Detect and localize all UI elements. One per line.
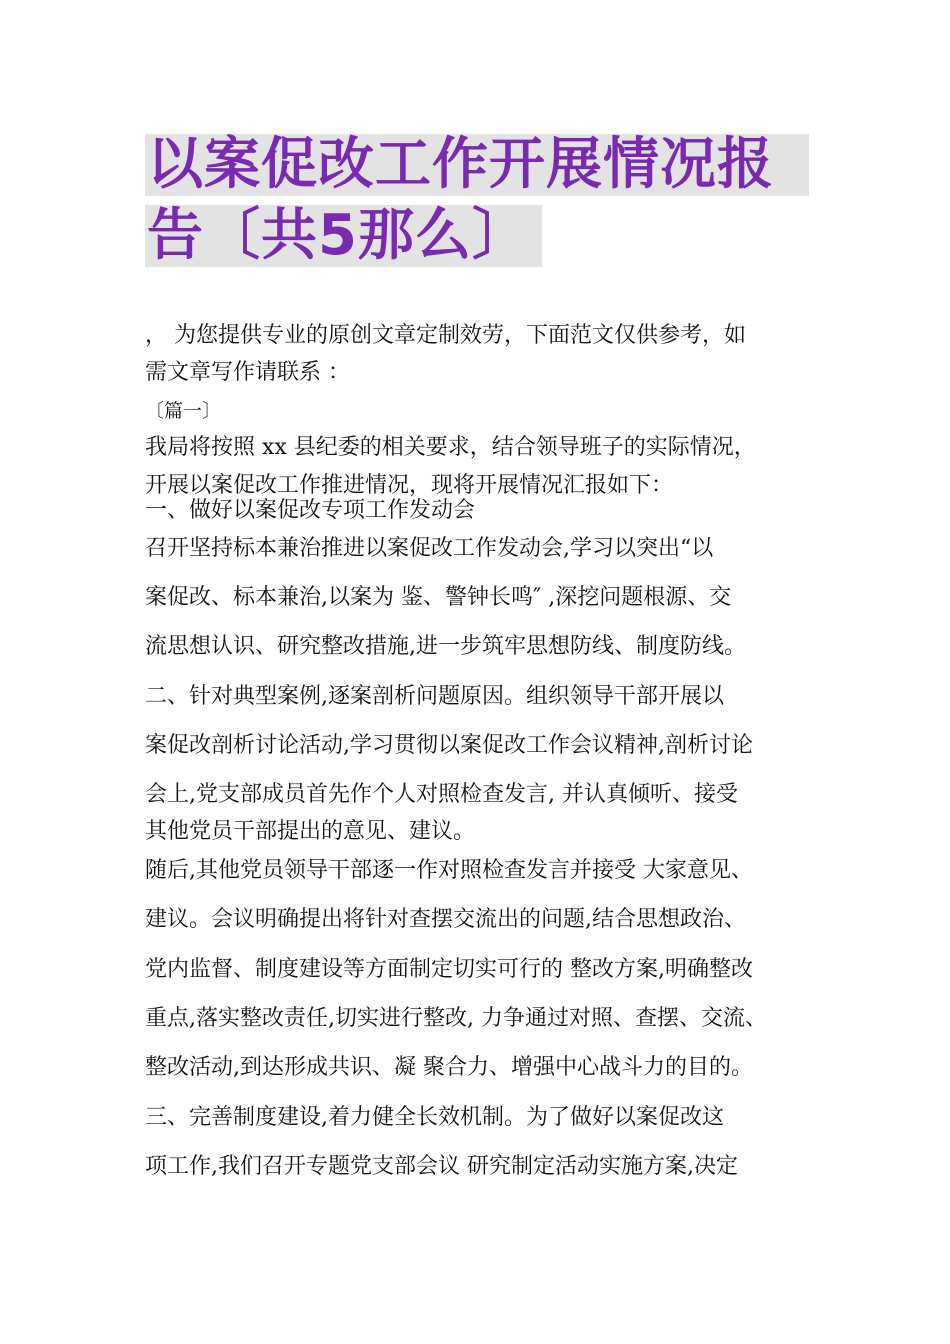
section-heading-3: 三、完善制度建设,着力健全长效机制。为了做好以案促改这 (145, 1105, 724, 1130)
paragraph-line: 开展以案促改工作推进情况，现将开展情况汇报如下： (145, 473, 674, 498)
paragraph-line: 流思想认识、研究整改措施,进一步筑牢思想防线、制度防线。 (145, 634, 746, 659)
section-heading-1: 一、做好以案促改专项工作发动会 (145, 498, 476, 523)
document-title-line-2: 告〔共5那么〕 (145, 205, 542, 267)
paragraph-line: 案促改、标本兼治,以案为 鉴、警钟长鸣″ ,深挖问题根源、交 (145, 585, 732, 610)
paragraph-line: 召开坚持标本兼治推进以案促改工作发动会,学习以突出“以 (145, 536, 714, 561)
paragraph-line: 其他党员干部提出的意见、建议。 (145, 819, 476, 844)
section-label-pian-yi: 〔篇一〕 (145, 400, 222, 422)
paragraph-line: 会上,党支部成员首先作个人对照检查发言, 并认真倾听、接受 (145, 782, 738, 807)
intro-line-2: 需文章写作请联系 ： (145, 360, 350, 385)
paragraph-line: 整改活动,到达形成共识、凝 聚合力、增强中心战斗力的目的。 (145, 1055, 753, 1080)
intro-line-1: ， 为您提供专业的原创文章定制效劳，下面范文仅供参考，如 (145, 323, 746, 348)
paragraph-line: 重点,落实整改责任,切实进行整改, 力争通过对照、查摆、交流、 (145, 1006, 767, 1031)
paragraph-line: 我局将按照 xx 县纪委的相关要求，结合领导班子的实际情况， (145, 435, 756, 460)
paragraph-line: 党内监督、制度建设等方面制定切实可行的 整改方案,明确整改 (145, 957, 753, 982)
paragraph-line: 项工作,我们召开专题党支部会议 研究制定活动实施方案,决定 (145, 1154, 738, 1179)
paragraph-line: 随后,其他党员领导干部逐一作对照检查发言并接受 大家意见、 (145, 858, 753, 883)
paragraph-line: 案促改剖析讨论活动,学习贯彻以案促改工作会议精神,剖析讨论 (145, 733, 753, 758)
document-title-line-1: 以案促改工作开展情况报 (145, 134, 809, 196)
paragraph-line: 建议。会议明确提出将针对查摆交流出的问题,结合思想政治、 (145, 907, 746, 932)
section-heading-2: 二、针对典型案例,逐案剖析问题原因。组织领导干部开展以 (145, 684, 724, 709)
